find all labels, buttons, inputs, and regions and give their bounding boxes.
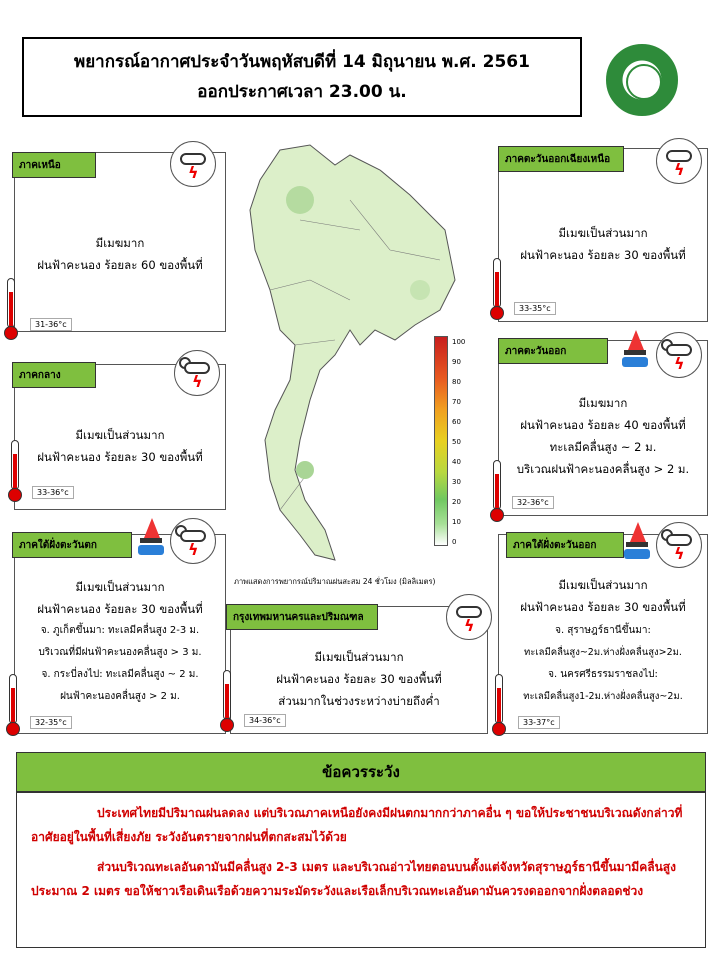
central-line1: มีเมฆเป็นส่วนมาก	[75, 428, 165, 442]
legend-label: 50	[452, 438, 461, 446]
east-line2: ฝนฟ้าคะนอง ร้อยละ 40 ของพื้นที่	[520, 418, 686, 432]
legend-label: 100	[452, 338, 466, 346]
se-line3: จ. สุราษฎร์ธานีขึ้นมา:	[555, 625, 651, 636]
thermometer-icon	[4, 278, 18, 342]
legend-label: 40	[452, 458, 461, 466]
se-line2: ฝนฟ้าคะนอง ร้อยละ 30 ของพื้นที่	[520, 600, 686, 614]
warning-paragraph-1: ประเทศไทยมีปริมาณฝนลดลง แต่บริเวณภาคเหนือยังคงมีฝนตกมากกว่าภาคอื่น ๆ ขอให้ประชาชนบริเวณดังกล่าวที่อาศัยอยู่ในพื้นที่เสี่ยงภัย ระวังอันตรายจากฝนที่ตกสะสมไว้ด้วย	[31, 806, 683, 844]
thermometer-icon	[492, 674, 506, 738]
rainfall-legend	[434, 336, 448, 546]
bkk-temp: 34-36°c	[244, 714, 286, 727]
thunderstorm-sun-icon: ϟ	[170, 518, 216, 564]
central-temp: 33-36°c	[32, 486, 74, 499]
ne-line1: มีเมฆเป็นส่วนมาก	[558, 226, 648, 240]
thermometer-icon	[6, 674, 20, 738]
sailboat-wave-icon	[622, 330, 648, 370]
north-temp: 31-36°c	[30, 318, 72, 331]
region-south-east-title: ภาคใต้ฝั่งตะวันออก	[506, 532, 624, 558]
warning-title: ข้อควรระวัง	[16, 752, 706, 792]
sailboat-wave-icon	[138, 518, 164, 558]
sw-temp: 32-35°c	[30, 716, 72, 729]
bkk-line2: ฝนฟ้าคะนอง ร้อยละ 30 ของพื้นที่	[276, 672, 442, 686]
thermometer-icon	[220, 670, 234, 734]
region-east-title: ภาคตะวันออก	[498, 338, 608, 364]
warning-box	[16, 792, 706, 948]
north-line2: ฝนฟ้าคะนอง ร้อยละ 60 ของพื้นที่	[37, 258, 203, 272]
legend-label: 0	[452, 538, 457, 546]
sailboat-wave-icon	[624, 522, 650, 562]
east-temp: 32-36°c	[512, 496, 554, 509]
thunderstorm-icon: ϟ	[170, 141, 216, 187]
se-line6: ทะเลมีคลื่นสูง1-2ม.ห่างฝั่งคลื่นสูง~2ม.	[523, 691, 683, 702]
central-line2: ฝนฟ้าคะนอง ร้อยละ 30 ของพื้นที่	[37, 450, 203, 464]
legend-label: 20	[452, 498, 461, 506]
thermometer-icon	[490, 460, 504, 524]
region-bangkok-title: กรุงเทพมหานครและปริมณฑล	[226, 604, 378, 630]
thunderstorm-icon: ϟ	[446, 594, 492, 640]
bkk-line1: มีเมฆเป็นส่วนมาก	[314, 650, 404, 664]
legend-label: 80	[452, 378, 461, 386]
region-central-title: ภาคกลาง	[12, 362, 96, 388]
map-caption: ภาพแสดงการพยากรณ์ปริมาณฝนสะสม 24 ชั่วโมง (มิลลิเมตร)	[234, 577, 436, 586]
warning-paragraph-2: ส่วนบริเวณทะเลอันดามันมีคลื่นสูง 2-3 เมตร และบริเวณอ่าวไทยตอนบนตั้งแต่จังหวัดสุราษฎร์ธานีขึ้นมามีคลื่นสูงประมาณ 2 เมตร ขอให้ชาวเรือเดินเรือด้วยความระมัดระวังและเรือเล็กบริเวณทะเลอันดามันควรงดออกจากฝั่งตลอดช่วง	[31, 860, 676, 898]
legend-label: 60	[452, 418, 461, 426]
legend-label: 10	[452, 518, 461, 526]
region-northeast-title: ภาคตะวันออกเฉียงเหนือ	[498, 146, 624, 172]
thunderstorm-icon: ϟ	[656, 138, 702, 184]
east-line3: ทะเลมีคลื่นสูง ~ 2 ม.	[549, 440, 657, 454]
se-line4: ทะเลมีคลื่นสูง~2ม.ห่างฝั่งคลื่นสูง>2ม.	[524, 647, 682, 658]
legend-label: 70	[452, 398, 461, 406]
legend-label: 90	[452, 358, 461, 366]
forecast-title-box	[22, 37, 582, 117]
sw-line2: ฝนฟ้าคะนอง ร้อยละ 30 ของพื้นที่	[37, 602, 203, 616]
se-line5: จ. นครศรีธรรมราชลงไป:	[548, 669, 658, 680]
region-south-west-title: ภาคใต้ฝั่งตะวันตก	[12, 532, 132, 558]
tmd-seal-icon	[606, 44, 678, 116]
thermometer-icon	[490, 258, 504, 322]
sw-line3: จ. ภูเก็ตขึ้นมา: ทะเลมีคลื่นสูง 2-3 ม.	[40, 625, 200, 636]
legend-label: 30	[452, 478, 461, 486]
east-line1: มีเมฆมาก	[578, 396, 628, 410]
bkk-line3: ส่วนมากในช่วงระหว่างบ่ายถึงค่ำ	[278, 694, 440, 708]
region-north-title: ภาคเหนือ	[12, 152, 96, 178]
forecast-title: พยากรณ์อากาศประจำวันพฤหัสบดีที่ 14 มิถุนายน พ.ศ. 2561	[74, 52, 530, 72]
ne-line2: ฝนฟ้าคะนอง ร้อยละ 30 ของพื้นที่	[520, 248, 686, 262]
sw-line6: ฝนฟ้าคะนองคลื่นสูง > 2 ม.	[60, 691, 180, 702]
issue-time: ออกประกาศเวลา 23.00 น.	[197, 82, 407, 102]
north-line1: มีเมฆมาก	[95, 236, 145, 250]
sw-line5: จ. กระบี่ลงไป: ทะเลมีคลื่นสูง ~ 2 ม.	[41, 669, 199, 680]
sw-line1: มีเมฆเป็นส่วนมาก	[75, 580, 165, 594]
ne-temp: 33-35°c	[514, 302, 556, 315]
thunderstorm-sun-icon: ϟ	[656, 522, 702, 568]
thermometer-icon	[8, 440, 22, 504]
thunderstorm-sun-icon: ϟ	[174, 350, 220, 396]
east-line4: บริเวณฝนฟ้าคะนองคลื่นสูง > 2 ม.	[516, 462, 690, 476]
sw-line4: บริเวณที่มีฝนฟ้าคะนองคลื่นสูง > 3 ม.	[38, 647, 202, 658]
se-temp: 33-37°c	[518, 716, 560, 729]
thunderstorm-sun-icon: ϟ	[656, 332, 702, 378]
se-line1: มีเมฆเป็นส่วนมาก	[558, 578, 648, 592]
